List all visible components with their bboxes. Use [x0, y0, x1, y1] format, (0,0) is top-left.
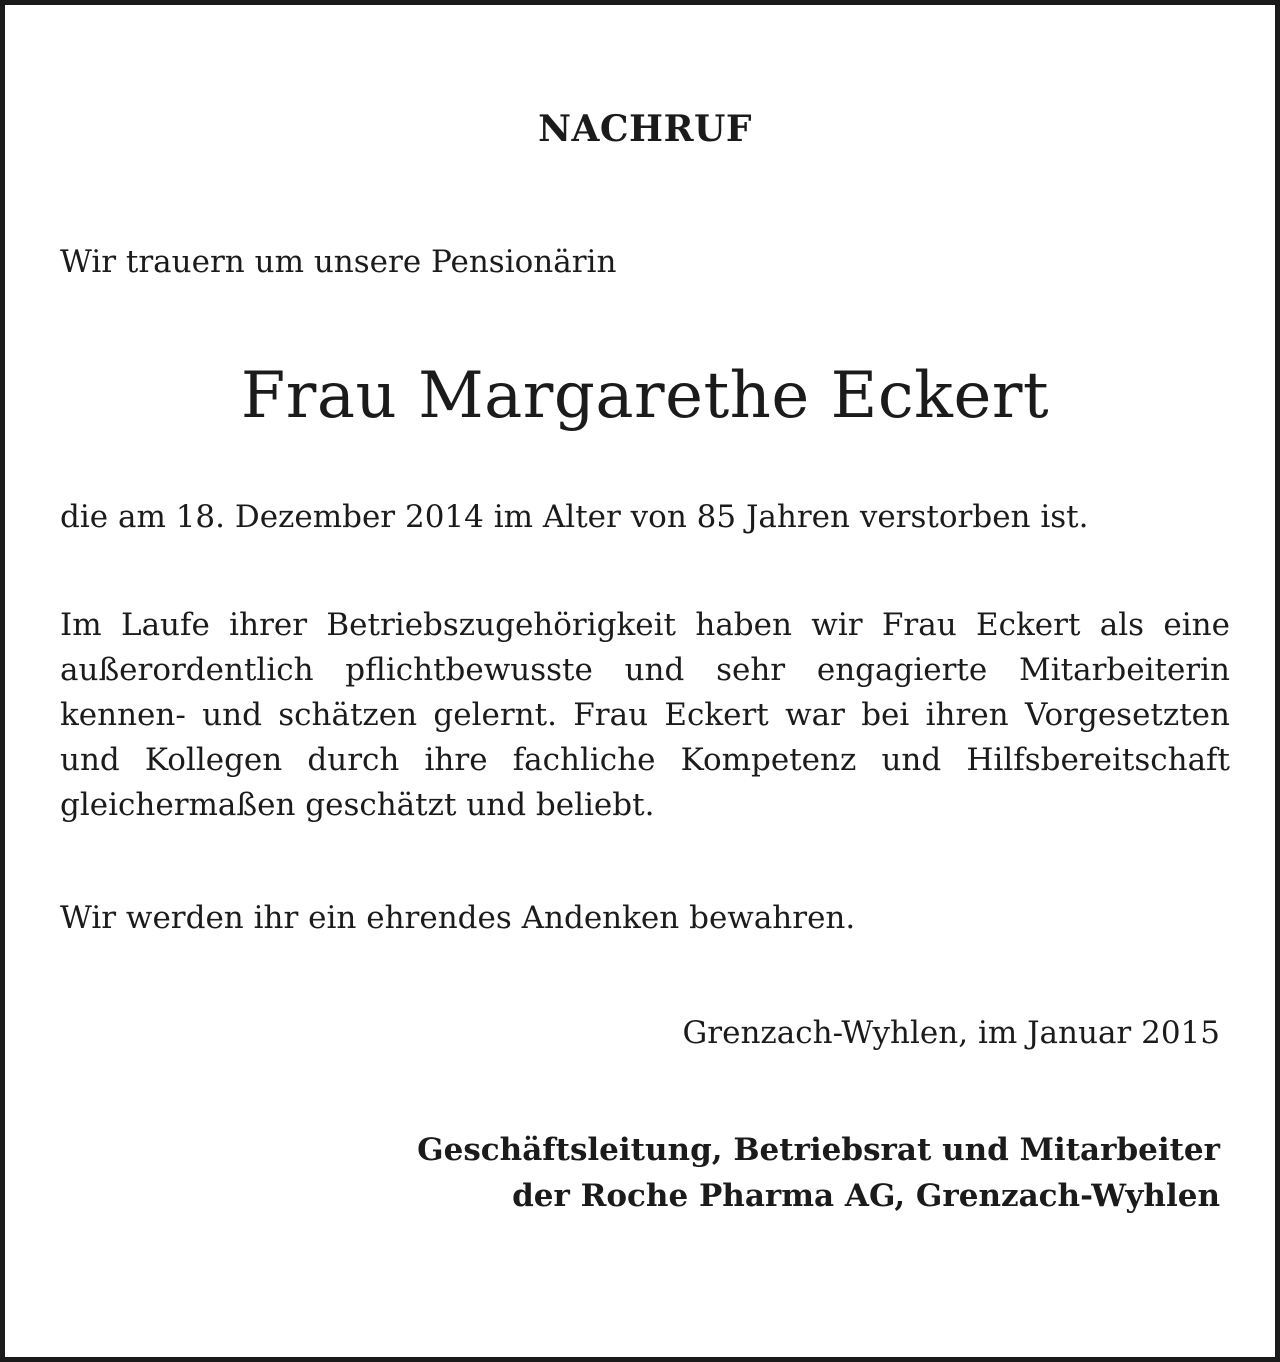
intro-text: Wir trauern um unsere Pensionärin — [60, 244, 617, 280]
deceased-name: Frau Margarethe Eckert — [240, 359, 1050, 433]
signature-line: Geschäftsleitung, Betriebsrat und Mitarbeiter — [417, 1132, 1220, 1168]
closing-text: Wir werden ihr ein ehrendes Andenken bewahren. — [60, 900, 856, 936]
signature-line: der Roche Pharma AG, Grenzach-Wyhlen — [512, 1178, 1220, 1214]
place-date: Grenzach-Wyhlen, im Januar 2015 — [682, 1015, 1220, 1051]
death-date-text: die am 18. Dezember 2014 im Alter von 85 Jahren verstorben ist. — [60, 499, 1089, 535]
tribute-paragraph: Im Laufe ihrer Betriebszugehörigkeit haben wir Frau Eckert als eine außerordentlich pflichtbewusste und sehr engagierte Mitarbeiterin kennen- und schätzen gelernt. Frau Eckert war bei ihren Vorgesetzten und Kollegen durch ihre fachliche Kompetenz und Hilfsbereitschaft gleichermaßen geschätzt und beliebt. — [60, 607, 1230, 823]
notice-heading: NACHRUF — [538, 108, 752, 150]
signature-block — [417, 1127, 1220, 1219]
